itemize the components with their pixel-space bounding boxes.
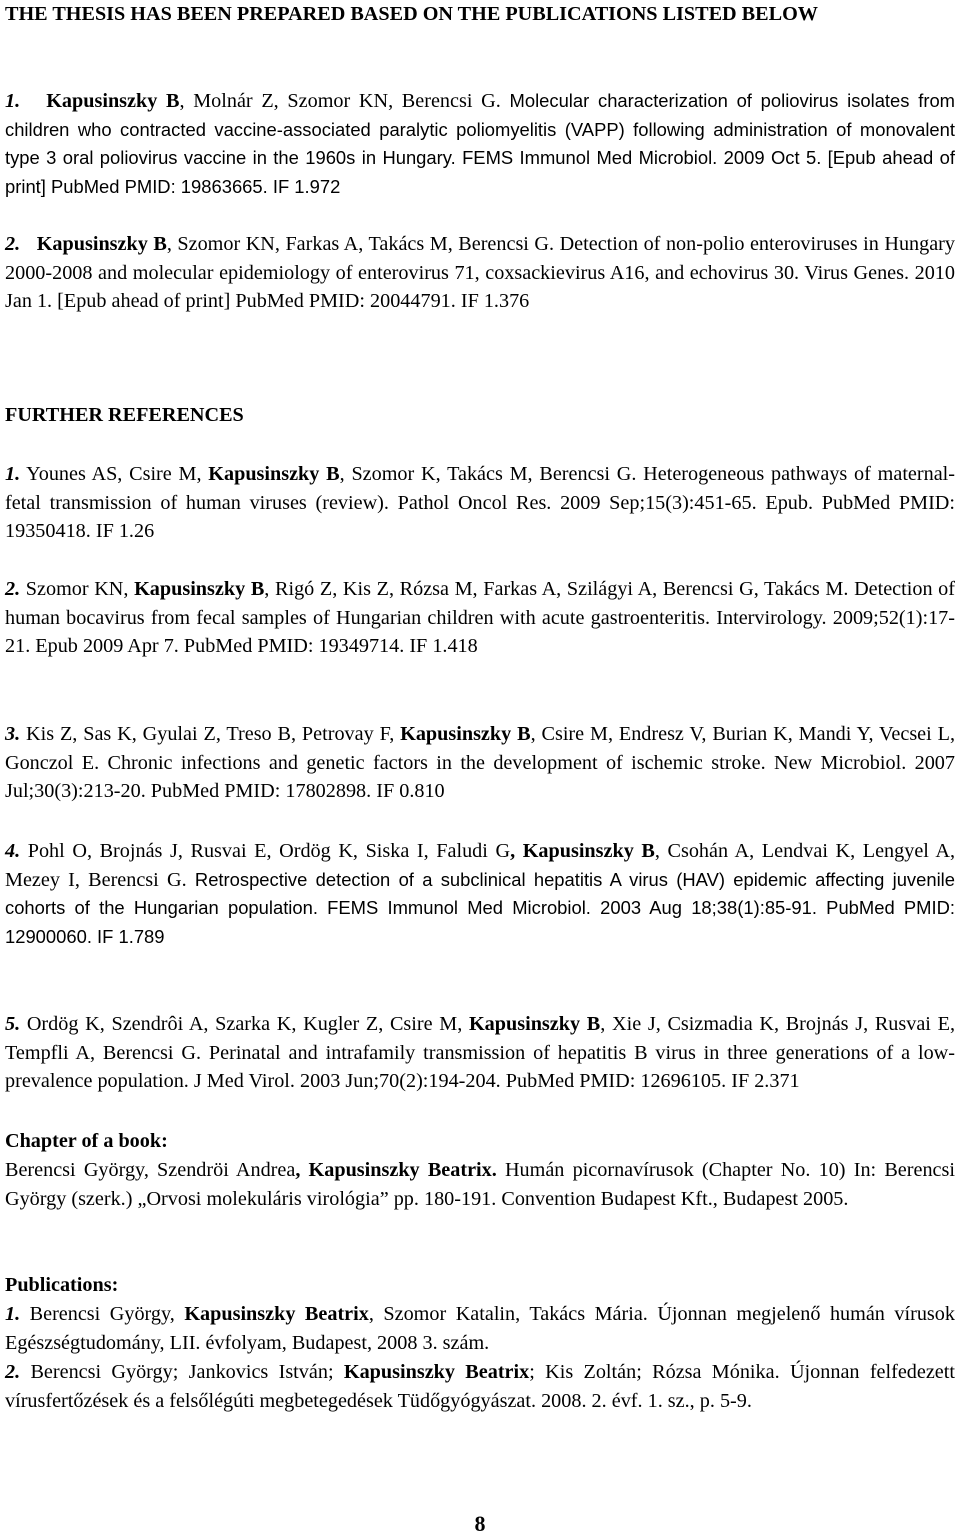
further-references-heading: FURTHER REFERENCES	[5, 404, 244, 426]
ref-author-highlight: , Kapusinszky B	[510, 840, 655, 862]
publication-1	[5, 1300, 955, 1357]
pub-author-highlight: Kapusinszky Beatrix	[184, 1303, 369, 1325]
ref-author-highlight: Kapusinszky B	[400, 723, 531, 745]
pub-number: 2.	[5, 1361, 21, 1383]
ref-authors: , Molnár Z, Szomor KN, Berencsi G.	[179, 90, 501, 112]
ref-author-highlight: Kapusinszky B	[468, 1013, 601, 1035]
chapter-author-highlight: , Kapusinszky Beatrix.	[295, 1159, 497, 1181]
ref-number: 4.	[5, 840, 21, 862]
pub-author-highlight: Kapusinszky Beatrix	[343, 1361, 530, 1383]
ref-authors-pre: Pohl O, Brojnás J, Rusvai E, Ordög K, Siska I, Faludi G	[20, 840, 511, 862]
ref-authors-post: , Szomor K, Takács M, Berencsi G.	[339, 463, 637, 485]
chapter-entry	[5, 1156, 955, 1213]
ref-author-highlight: Kapusinszky B	[36, 233, 167, 255]
further-ref-5	[5, 1010, 955, 1096]
pub-body: , Szomor Katalin, Takács Mária. Újonnan megjelenő humán vírusok Egészségtudomány, LII. évfolyam, Budapest, 2008 3. szám.	[5, 1303, 955, 1354]
ref-number: 2.	[5, 233, 21, 255]
further-ref-2	[5, 575, 955, 661]
chapter-body: Humán picornavírusok (Chapter No. 10) In: Berencsi György (szerk.) „Orvosi molekuláris virológia” pp. 180-191. Convention Budapest Kft., Budapest 2005.	[5, 1159, 955, 1210]
page-number: 8	[474, 1511, 486, 1536]
ref-body: Chronic infections and genetic factors in the development of ischemic stroke. New Microbiol. 2007 Jul;30(3):213-20. PubMed PMID: 17802898. IF 0.810	[5, 751, 955, 803]
ref-number: 1.	[5, 90, 21, 112]
ref-authors-post: , Csohán A, Lendvai K, Lengyel A, Mezey I, Berencsi G.	[5, 840, 956, 891]
ref-authors-pre: Ordög K, Szendrôi A, Szarka K, Kugler Z, Csire M,	[20, 1013, 469, 1035]
ref-body: Retrospective detection of a subclinical hepatitis A virus (HAV) epidemic affecting juvenile cohorts of the Hungarian population. FEMS Immunol Med Microbiol. 2003 Aug 18;38(1):85-91. PubMed PMID: 12900060. IF 1.789	[5, 868, 955, 947]
thesis-ref-2	[5, 230, 955, 316]
ref-number: 2.	[5, 578, 21, 600]
ref-body: Molecular characterization of poliovirus isolates from children who contracted vaccine-associated paralytic poliomyelitis (VAPP) following administration of monovalent type 3 oral poliovirus vaccine in the 1960s in Hungary. FEMS Immunol Med Microbiol. 2009 Oct 5. [Epub ahead of print] PubMed PMID: 19863665. IF 1.972	[5, 90, 956, 197]
ref-authors-post: , Csire M, Endresz V, Burian K, Mandi Y, Vecsei L, Gonczol E.	[5, 723, 956, 774]
publication-2	[5, 1358, 955, 1415]
ref-body: Detection of human bocavirus from fecal samples of Hungarian children with acute gastroenteritis. Intervirology. 2009;52(1):17-21. Epub 2009 Apr 7. PubMed PMID: 19349714. IF 1.418	[5, 578, 956, 658]
pub-authors: Berencsi György; Jankovics István;	[20, 1361, 344, 1383]
ref-authors-pre: Younes AS, Csire M,	[20, 463, 209, 485]
ref-number: 1.	[5, 463, 21, 485]
ref-author-highlight: Kapusinszky B	[134, 578, 265, 600]
pub-authors: Berencsi György,	[20, 1303, 185, 1325]
ref-authors: , Szomor KN, Farkas A, Takács M, Berencsi G.	[166, 233, 555, 255]
further-ref-4	[5, 837, 955, 951]
chapter-authors: Berencsi György, Szendröi Andrea	[5, 1159, 296, 1181]
ref-authors-pre: Szomor KN,	[20, 578, 135, 600]
ref-number: 5.	[5, 1013, 21, 1035]
pub-number: 1.	[5, 1303, 21, 1325]
further-ref-1	[5, 460, 955, 546]
ref-authors-pre: Kis Z, Sas K, Gyulai Z, Treso B, Petrovay F,	[20, 723, 401, 745]
document-page	[5, 0, 955, 1537]
ref-number: 3.	[5, 723, 21, 745]
ref-authors-post: , Rigó Z, Kis Z, Rózsa M, Farkas A, Szilágyi A, Berencsi G, Takács M.	[264, 578, 849, 600]
thesis-ref-1	[5, 87, 955, 201]
ref-author-highlight: Kapusinszky B	[46, 90, 180, 112]
ref-body: Perinatal and intrafamily transmission of hepatitis B virus in three generations of a low-prevalence population. J Med Virol. 2003 Jun;70(2):194-204. PubMed PMID: 12696105. IF 2.371	[5, 1041, 955, 1093]
ref-body: Detection of non-polio enteroviruses in Hungary 2000-2008 and molecular epidemiology of enterovirus 71, coxsackievirus A16, and echovirus 30. Virus Genes. 2010 Jan 1. [Epub ahead of print] PubMed PMID: 20044791. IF 1.376	[5, 233, 955, 313]
thesis-heading: THE THESIS HAS BEEN PREPARED BASED ON THE PUBLICATIONS LISTED BELOW	[5, 3, 818, 25]
chapter-heading: Chapter of a book:	[5, 1130, 168, 1152]
ref-authors-post: , Xie J, Csizmadia K, Brojnás J, Rusvai E, Tempfli A, Berencsi G.	[5, 1013, 955, 1064]
further-ref-3	[5, 720, 955, 806]
ref-body: Heterogeneous pathways of maternal-fetal transmission of human viruses (review). Pathol Oncol Res. 2009 Sep;15(3):451-65. Epub. PubMed PMID: 19350418. IF 1.26	[5, 463, 955, 543]
publications-heading: Publications:	[5, 1274, 119, 1296]
ref-author-highlight: Kapusinszky B	[208, 463, 340, 485]
pub-body: ; Kis Zoltán; Rózsa Mónika. Újonnan felfedezett vírusfertőzések és a felsőlégúti megbetegedések Tüdőgyógyászat. 2008. 2. évf. 1. sz., p. 5-9.	[5, 1361, 955, 1412]
